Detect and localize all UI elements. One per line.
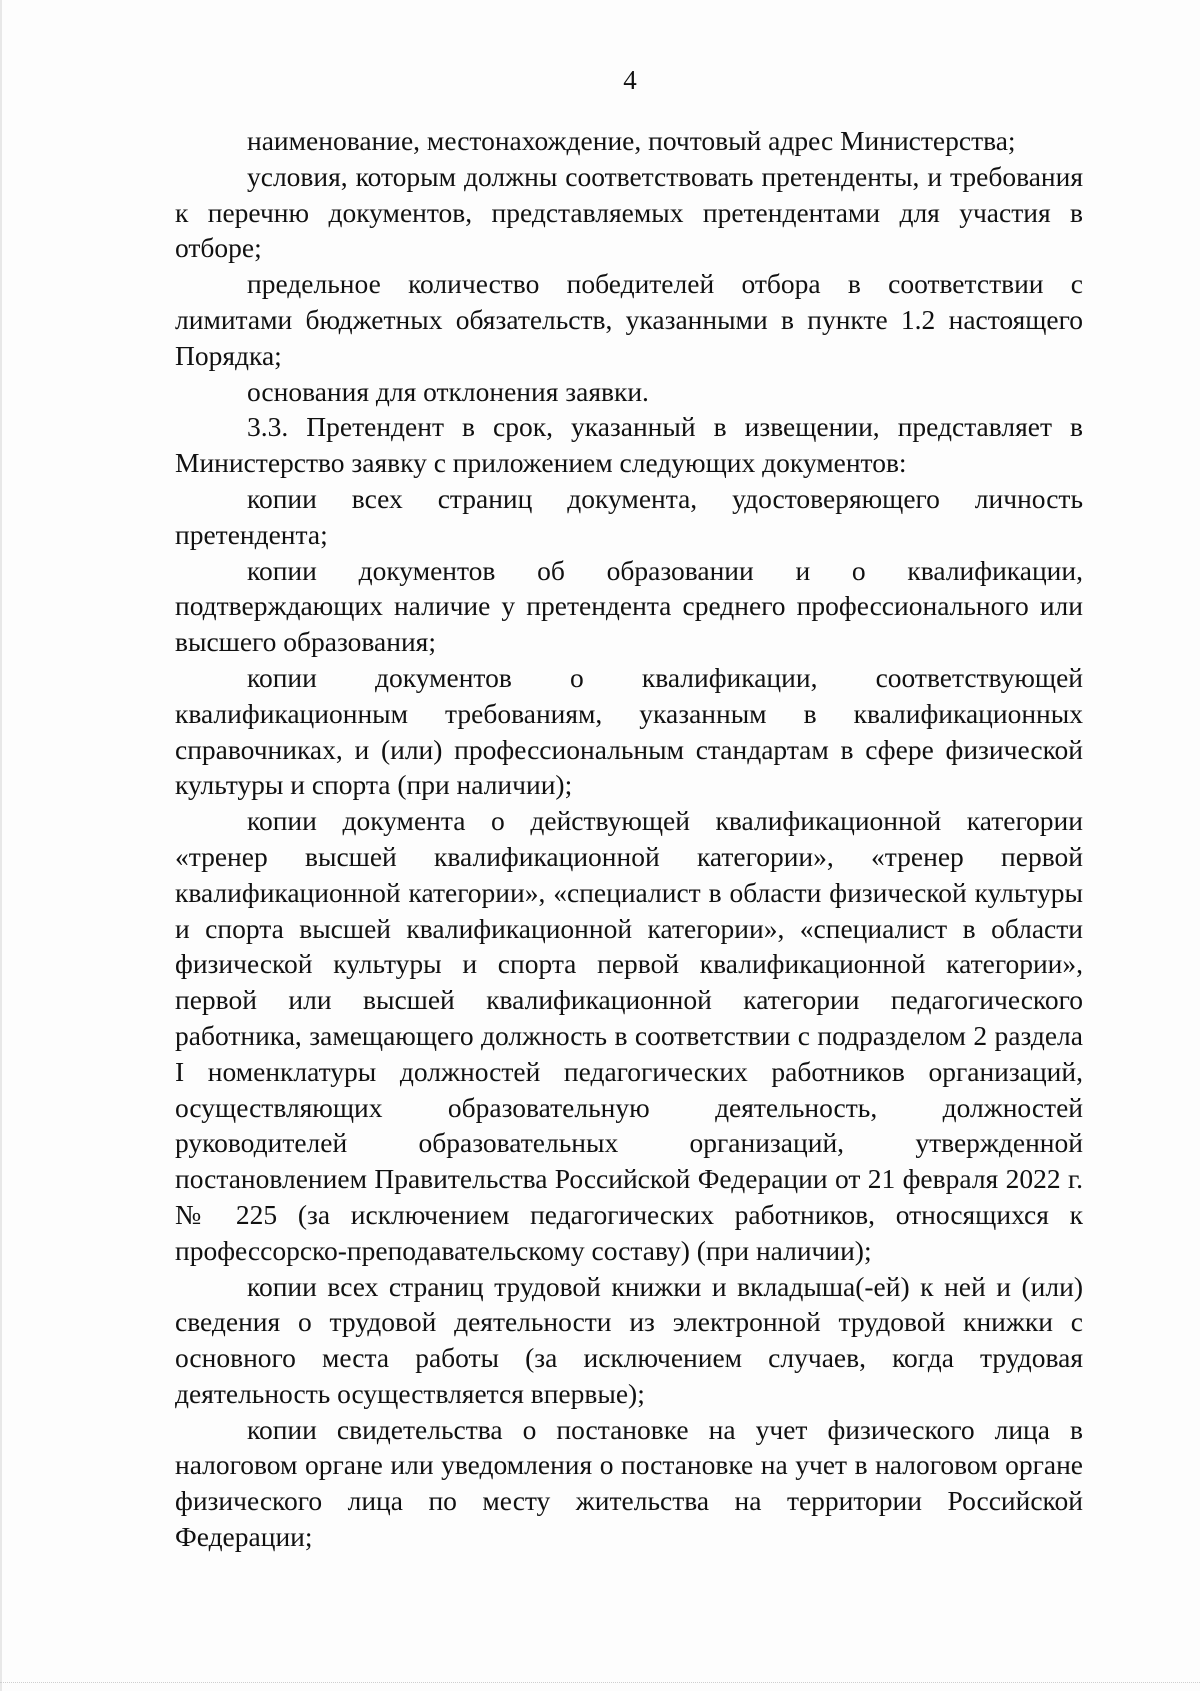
page-number: 4 [623,65,637,95]
paragraph-qualification-docs: копии документов о квалификации, соответствующей квалификационным требованиям, указанным в квалификационных справочниках, и (или) профессиональным стандартам в сфере физической культуры и спорта (при наличии); [175,661,1083,801]
paragraph-education-docs: копии документов об образовании и о квалификации, подтверждающих наличие у претендента среднего профессионального или высшего образования; [175,554,1083,658]
paragraph-3-3: 3.3. Претендент в срок, указанный в извещении, представляет в Министерство заявку с приложением следующих документов: [175,411,1083,479]
paragraph-ministry-info: наименование, местонахождение, почтовый адрес Министерства; [247,125,1016,156]
paragraph-employment-record: копии всех страниц трудовой книжки и вкладыша(-ей) к ней и (или) сведения о трудовой деятельности из электронной трудовой книжки с основного места работы (за исключением случаев, когда трудовая деятельность осуществляется впервые); [175,1270,1083,1409]
paragraph-rejection-grounds: основания для отклонения заявки. [247,375,649,407]
paragraph-identity-docs: копии всех страниц документа, удостоверяющего личность претендента; [175,482,1083,550]
paragraph-tax-registration: копии свидетельства о постановке на учет физического лица в налоговом органе или уведомления о постановке на учет в налоговом органе физического лица по месту жительства на территории Российской Федерации; [175,1413,1083,1553]
document-body [175,123,1083,1555]
scan-left-edge [0,0,2,1691]
paragraph-category-docs: копии документа о действующей квалификационной категории «тренер высшей квалификационной категории», «тренер первой квалификационной категории», «специалист в области физической культуры и спорта высшей квалификационной категории», «специалист в области физической культуры и спорта первой квалификационной категории», первой или высшей квалификационной категории педагогического работника, замещающего должность в соответствии с подразделом 2 раздела I номенклатуры должностей педагогических работников организаций, осуществляющих образовательную деятельность, должностей руководителей образовательных организаций, утвержденной постановлением Правительства Российской Федерации от 21 февраля 2022 г. № 225 (за исключением педагогических работников, относящихся к профессорско-преподавательскому составу) (при наличии); [175,805,1083,1266]
scan-bottom-edge [0,1681,1200,1683]
paragraph-conditions: условия, которым должны соответствовать претенденты, и требования к перечню документов, представляемых претендентами для участия в отборе; [175,160,1083,264]
paragraph-winner-limit: предельное количество победителей отбора в соответствии с лимитами бюджетных обязательств, указанными в пункте 1.2 настоящего Порядка; [175,268,1083,371]
